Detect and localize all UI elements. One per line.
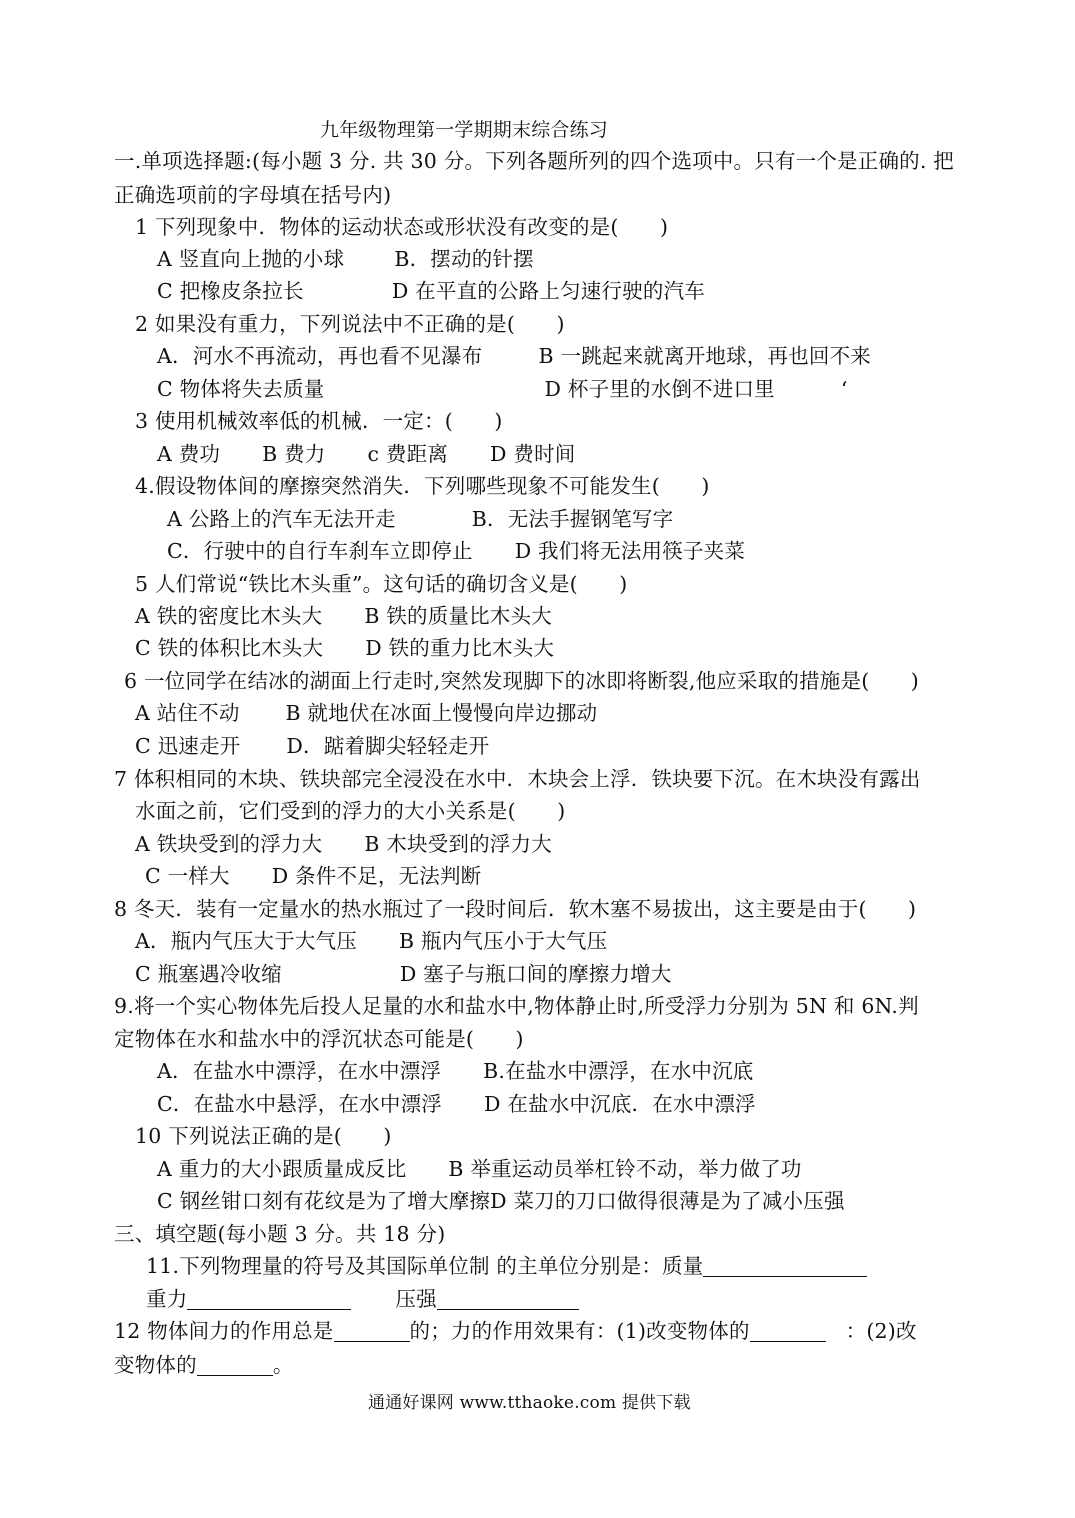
question-4-option-row bbox=[167, 504, 673, 534]
option-b: B 费力 bbox=[262, 442, 326, 466]
option-d: D 条件不足，无法判断 bbox=[271, 864, 482, 888]
question-12-part3: ：(2)改 bbox=[845, 1319, 917, 1343]
option-d: D 菜刀的刀口做得很薄是为了减小压强 bbox=[490, 1189, 845, 1213]
option-d: D 我们将无法用筷子夹菜 bbox=[514, 539, 746, 563]
question-10-option-row bbox=[157, 1186, 845, 1216]
question-9-stem-line1: 9.将一个实心物体先后投人足量的水和盐水中,物体静止时,所受浮力分别为 5N 和 6N.判 bbox=[114, 994, 919, 1018]
option-b: B．摆动的针摆 bbox=[394, 247, 534, 271]
option-b: B 瓶内气压小于大气压 bbox=[399, 929, 608, 953]
section1-heading-line2: 正确选项前的字母填在括号内) bbox=[114, 183, 392, 207]
section3-heading: 三、填空题(每小题 3 分。共 18 分) bbox=[114, 1222, 446, 1246]
question-1-stem: 1 下列现象中．物体的运动状态或形状没有改变的是( ) bbox=[135, 215, 669, 239]
effect-2-blank[interactable] bbox=[197, 1353, 273, 1376]
option-d: D 塞子与瓶口间的摩擦力增大 bbox=[399, 962, 672, 986]
section1-heading-line1: 一.单项选择题:(每小题 3 分. 共 30 分。下列各题所列的四个选项中。只有一个是正确的. 把 bbox=[114, 149, 954, 173]
question-1-option-row bbox=[157, 276, 705, 306]
option-a: A 铁块受到的浮力大 bbox=[135, 832, 323, 856]
option-b: B.在盐水中漂浮，在水中沉底 bbox=[483, 1059, 754, 1083]
option-d: D 杯子里的水倒不进口里 bbox=[544, 377, 775, 401]
question-6-stem: 6 一位同学在结冰的湖面上行走时,突然发现脚下的冰即将断裂,他应采取的措施是( ) bbox=[124, 669, 919, 693]
option-a: A 站住不动 bbox=[135, 701, 240, 725]
page-title: 九年级物理第一学期期末综合练习 bbox=[320, 119, 609, 141]
option-a: A 重力的大小跟质量成反比 bbox=[157, 1157, 407, 1181]
question-2-stem: 2 如果没有重力，下列说法中不正确的是( ) bbox=[135, 312, 565, 336]
option-a: A．瓶内气压大于大气压 bbox=[135, 929, 358, 953]
question-7-stem-line2: 水面之前，它们受到的浮力的大小关系是( ) bbox=[135, 799, 566, 823]
question-9-option-row bbox=[157, 1056, 754, 1086]
gravity-blank[interactable] bbox=[187, 1287, 351, 1310]
question-11-line2 bbox=[146, 1284, 579, 1314]
option-a: A 公路上的汽车无法开走 bbox=[167, 507, 396, 531]
question-12-line1 bbox=[114, 1316, 917, 1346]
option-b: B 一跳起来就离开地球，再也回不来 bbox=[538, 344, 871, 368]
option-a: A 铁的密度比木头大 bbox=[135, 604, 323, 628]
option-a: A 费功 bbox=[157, 442, 221, 466]
interaction-blank[interactable] bbox=[334, 1319, 410, 1342]
option-c: C 一样大 bbox=[145, 864, 230, 888]
question-10-stem: 10 下列说法正确的是( ) bbox=[135, 1124, 392, 1148]
option-a: A．河水不再流动，再也看不见瀑布 bbox=[157, 344, 483, 368]
question-12-part1: 12 物体间力的作用总是 bbox=[114, 1319, 334, 1343]
question-12-part5: 。 bbox=[272, 1353, 294, 1377]
option-d: D 在盐水中沉底．在水中漂浮 bbox=[484, 1092, 756, 1116]
stray-mark: ‘ bbox=[840, 377, 848, 401]
question-5-stem: 5 人们常说“铁比木头重”。这句话的确切含义是( ) bbox=[135, 572, 628, 596]
option-c: C 把橡皮条拉长 bbox=[157, 279, 304, 303]
question-10-option-row bbox=[157, 1154, 802, 1184]
option-b: B 举重运动员举杠铃不动，举力做了功 bbox=[448, 1157, 802, 1181]
option-c: C 瓶塞遇冷收缩 bbox=[135, 962, 282, 986]
pressure-label: 压强 bbox=[395, 1287, 437, 1311]
option-b: B 铁的质量比木头大 bbox=[364, 604, 552, 628]
question-11-line1 bbox=[146, 1251, 867, 1281]
question-9-option-row bbox=[157, 1089, 756, 1119]
question-3-option-row bbox=[157, 439, 575, 469]
question-6-option-row bbox=[135, 731, 489, 761]
option-b: B 木块受到的浮力大 bbox=[364, 832, 552, 856]
option-a: A 竖直向上抛的小球 bbox=[157, 247, 345, 271]
option-c: C 铁的体积比木头大 bbox=[135, 636, 324, 660]
question-4-option-row bbox=[167, 536, 745, 566]
option-d: D 在平直的公路上匀速行驶的汽车 bbox=[391, 279, 705, 303]
pressure-blank[interactable] bbox=[437, 1287, 579, 1310]
question-4-stem: 4.假设物体间的摩擦突然消失．下列哪些现象不可能发生( ) bbox=[135, 474, 710, 498]
option-c: C 迅速走开 bbox=[135, 734, 241, 758]
option-d: D．踮着脚尖轻轻走开 bbox=[286, 734, 490, 758]
question-1-option-row bbox=[157, 244, 534, 274]
question-7-option-row bbox=[135, 829, 552, 859]
question-11-text: 11.下列物理量的符号及其国际单位制 的主单位分别是：质量 bbox=[146, 1254, 704, 1278]
option-d: D 费时间 bbox=[490, 442, 576, 466]
effect-1-blank[interactable] bbox=[750, 1319, 826, 1342]
question-8-option-row bbox=[135, 959, 672, 989]
option-c: C 钢丝钳口刻有花纹是为了增大摩擦 bbox=[157, 1189, 491, 1213]
question-8-option-row bbox=[135, 926, 607, 956]
option-a: A．在盐水中漂浮，在水中漂浮 bbox=[157, 1059, 442, 1083]
question-8-stem: 8 冬天．装有一定量水的热水瓶过了一段时间后．软木塞不易拔出，这主要是由于( ) bbox=[114, 897, 917, 921]
question-12-part2: 的；力的作用效果有：(1)改变物体的 bbox=[409, 1319, 750, 1343]
option-b: B 就地伏在冰面上慢慢向岸边挪动 bbox=[285, 701, 598, 725]
question-12-line2 bbox=[114, 1350, 294, 1380]
question-2-option-row bbox=[157, 374, 848, 404]
question-5-option-row bbox=[135, 601, 552, 631]
question-3-stem: 3 使用机械效率低的机械．一定：( ) bbox=[135, 409, 503, 433]
gravity-label: 重力 bbox=[146, 1287, 188, 1311]
page-footer: 通通好课网 www.tthaoke.com 提供下载 bbox=[368, 1393, 691, 1413]
question-5-option-row bbox=[135, 633, 554, 663]
option-c: c 费距离 bbox=[367, 442, 449, 466]
option-c: C 物体将失去质量 bbox=[157, 377, 325, 401]
option-d: D 铁的重力比木头大 bbox=[365, 636, 555, 660]
question-2-option-row bbox=[157, 341, 871, 371]
option-c: C．行驶中的自行车刹车立即停止 bbox=[167, 539, 473, 563]
question-7-option-row bbox=[145, 861, 481, 891]
option-c: C．在盐水中悬浮，在水中漂浮 bbox=[157, 1092, 442, 1116]
option-b: B．无法手握钢笔写字 bbox=[471, 507, 674, 531]
question-7-stem-line1: 7 体积相同的木块、铁块部完全浸没在水中．木块会上浮．铁块要下沉。在木块没有露出 bbox=[114, 767, 921, 791]
question-12-part4: 变物体的 bbox=[114, 1353, 197, 1377]
question-6-option-row bbox=[135, 698, 597, 728]
question-9-stem-line2: 定物体在水和盐水中的浮沉状态可能是( ) bbox=[114, 1027, 524, 1051]
mass-blank[interactable] bbox=[703, 1254, 867, 1277]
